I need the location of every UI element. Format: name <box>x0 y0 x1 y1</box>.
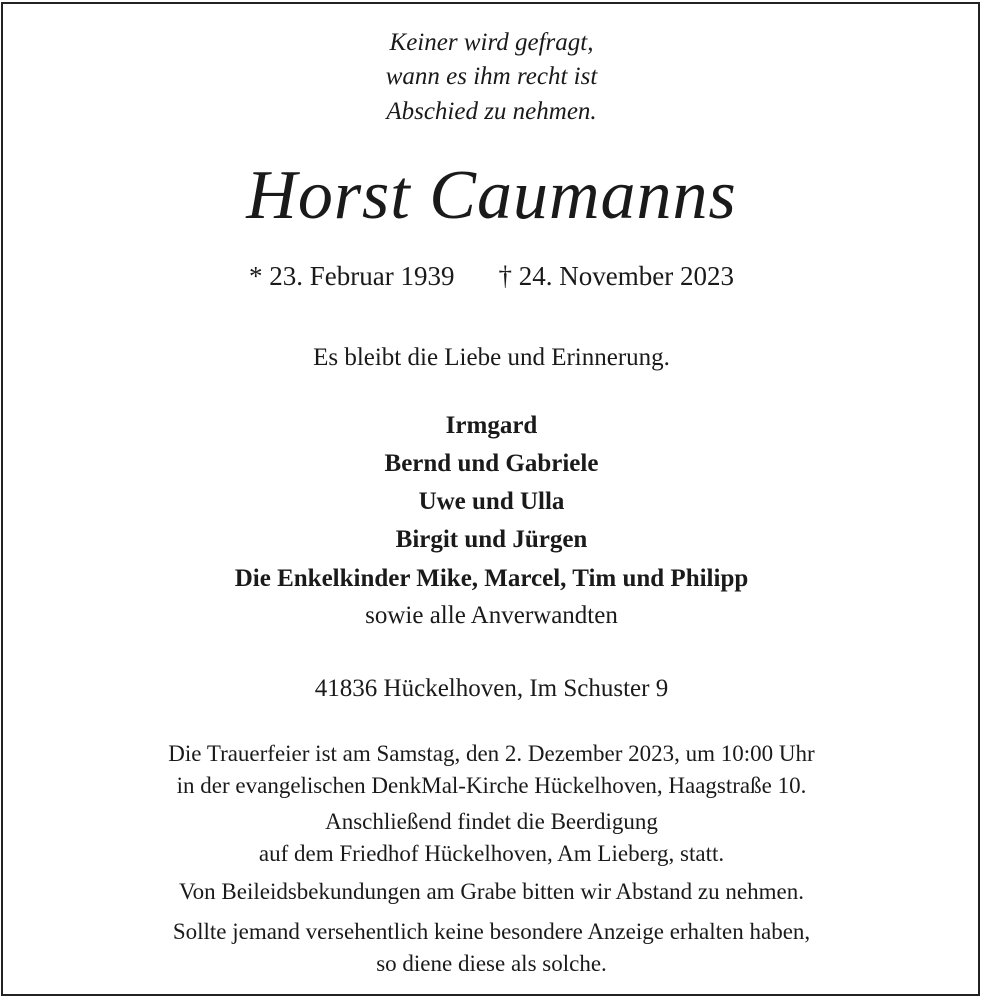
motto-line-3: Abschied zu nehmen. <box>386 98 597 125</box>
notice-line-1: Sollte jemand versehentlich keine besondere Anzeige erhalten haben, <box>172 919 811 944</box>
mourner-4: Birgit und Jürgen <box>395 526 588 553</box>
family-address: 41836 Hückelhoven, Im Schuster 9 <box>314 675 669 702</box>
birth-date: * 23. Februar 1939 <box>249 261 455 291</box>
motto-line-1: Keiner wird gefragt, <box>389 29 594 56</box>
mourner-2: Bernd und Gabriele <box>384 450 599 477</box>
mourner-1: Irmgard <box>445 412 538 439</box>
deceased-name: Horst Caumanns <box>246 157 737 234</box>
relatives-line: sowie alle Anverwandten <box>365 602 618 629</box>
life-dates <box>0 259 983 293</box>
condolences-note: Von Beileidsbekundungen am Grabe bitten wir Abstand zu nehmen. <box>179 879 804 904</box>
remembrance-quote: Es bleibt die Liebe und Erinnerung. <box>313 344 670 371</box>
mourner-3: Uwe und Ulla <box>418 488 565 515</box>
service-line-1: Die Trauerfeier ist am Samstag, den 2. Dezember 2023, um 10:00 Uhr <box>168 741 815 766</box>
notice-line-2: so diene diese als solche. <box>376 951 607 976</box>
motto-line-2: wann es ihm recht ist <box>385 63 598 90</box>
service-line-2: in der evangelischen DenkMal-Kirche Hückelhoven, Haagstraße 10. <box>176 773 807 798</box>
death-date: † 24. November 2023 <box>498 261 734 291</box>
service-line-3: Anschließend findet die Beerdigung <box>325 809 658 834</box>
service-line-4: auf dem Friedhof Hückelhoven, Am Lieberg, statt. <box>258 841 725 866</box>
mourner-5: Die Enkelkinder Mike, Marcel, Tim und Philipp <box>234 565 749 592</box>
